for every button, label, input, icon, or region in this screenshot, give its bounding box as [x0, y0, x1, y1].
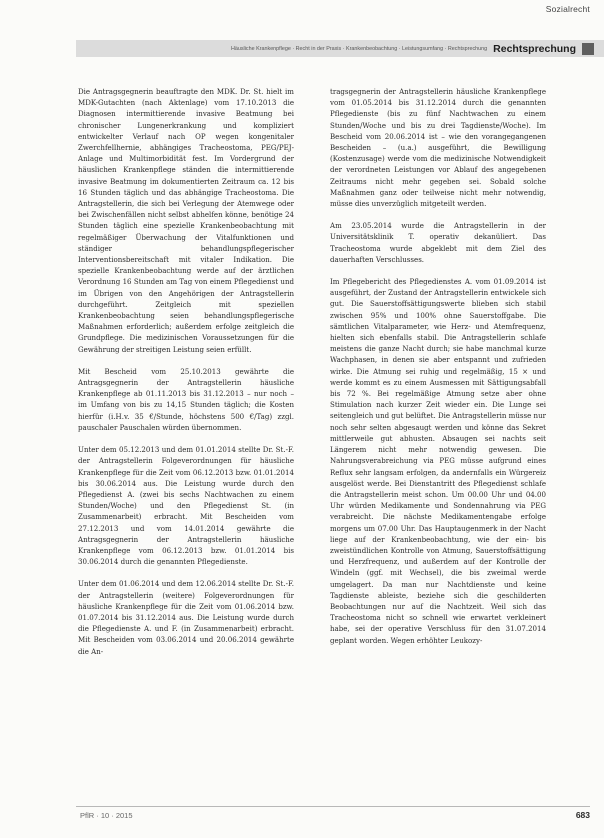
page-number: 683	[575, 810, 590, 820]
left-column	[78, 86, 294, 668]
right-column	[330, 86, 546, 657]
header-title: Rechtsprechung	[493, 42, 576, 55]
paragraph: Mit Bescheid vom 25.10.2013 gewährte die Antragsgegnerin der Antragstellerin häusliche Krankenpflege ab 01.11.2013 bis 31.12.2013 – nur noch – im Umfang von bis zu 14,15 Stunden täglich; die Kosten hierfür (i.H.v. 35 €/Stunde, höchstens 500 €/Tag) zzgl. pauschaler Pauschalen würden übernommen.	[78, 366, 294, 432]
paragraph: Die Antragsgegnerin beauftragte den MDK. Dr. St. hielt im MDK-Gutachten (nach Aktenlage) vom 17.10.2013 die Diagnosen intermittierende invasive Beatmung bei chronischer Lungenerkrankung und kompliziert entwickelter Verlauf nach OP wegen kongenitaler Zwerchfellhernie, abhängiges Tracheostoma, PEG/PEJ-Anlage und Multimorbidität fest. Im Vordergrund der häuslichen Krankenpflege ständen die intermittierende invasive Beatmung im dokumentierten Zeitraum ca. 12 bis 16 Stunden täglich und das abhängige Tracheostoma. Die Antragstellerin, die sich bei Verlegung der Atemwege oder bei Zwischenfällen nicht selbst abhelfen könne, benötige 24 Stunden täglich eine spezielle Krankenbeobachtung mit regelmäßiger Überwachung der Vitalfunktionen und ständiger behandlungspflegerischer Interventionsbereitschaft mit vitaler Indikation. Die spezielle Krankenbeobachtung werde auf der ärztlichen Verordnung 16 Stunden am Tag von einem Pflegedienst und im Übrigen von den Angehörigen der Antragstellerin durchgeführt. Zeitgleich mit speziellen Krankenbeobachtung seien behandlungspflegerische Maßnahmen erforderlich; außerdem erfolge zeitgleich die Grundpflege. Die medizinischen Voraussetzungen für die Gewährung der streitigen Leistung seien erfüllt.	[78, 87, 294, 354]
header-square-icon	[582, 43, 594, 55]
paragraph: Unter dem 05.12.2013 und dem 01.01.2014 stellte Dr. St.-F. der Antragstellerin Folgeverordnungen für häusliche Krankenpflege für die Zeit vom 06.12.2013 bzw. 01.01.2014 bis 30.06.2014 aus. Die Leistung wurde durch den Pflegedienst A. (zwei bis sechs Nachtwachen zu einem Stunden/Woche) und den Pflegedienst St. (in Zusammenarbeit) erbracht. Mit Bescheiden vom 27.12.2013 und vom 14.01.2014 gewährte die Antragsgegnerin der Antragstellerin häusliche Krankenpflege vom 06.12.2013 bzw. 01.01.2014 bis 30.06.2014 durch die genannten Pflegedienste.	[78, 445, 294, 567]
section-label: Sozialrecht	[545, 4, 590, 14]
header-bar	[76, 40, 604, 57]
paragraph: tragsgegnerin der Antragstellerin häusliche Krankenpflege vom 01.05.2014 bis 31.12.2014 durch die genannten Pflegedienste (bis zu fünf Nachtwachen zu einem Stunden/Woche und bis zu drei Tagdienste/Woche). Im Bescheid vom 20.06.2014 ist – wie den vorangegangenen Bescheiden – (u.a.) ausgeführt, die Bewilligung (Kostenzusage) werde vom die medizinische Notwendigkeit der verordneten Leistungen vor Ablauf des angegebenen Zeitraums nicht mehr gegeben sei. Sobald solche Maßnahmen ganz oder teilweise nicht mehr notwendig, müsse dies unverzüglich mitgeteilt werden.	[330, 87, 546, 209]
paragraph: Im Pflegebericht des Pflegedienstes A. vom 01.09.2014 ist ausgeführt, der Zustand der Antragstellerin entwickele sich gut. Die Sauerstoffsättigungswerte blieben sich stabil zwischen 95% und 100% ohne Sauerstoffgabe. Die sämtlichen Vitalparameter, wie Herz- und Atemfrequenz, hielten sich ebenfalls stabil. Die Antragstellerin schlafe meistens die ganze Nacht durch; sie habe manchmal kurze Wachphasen, in denen sie aber entspannt und zufrieden wirke. Die Atmung sei ruhig und regelmäßig, 15 × und werde kommt es zu einem Ausmessen mit Sättigungsabfall bis 72 %. Bei regelmäßige Atmung setze aber ohne Stimulation nach kurzer Zeit wieder ein. Die Lunge sei seitengleich und gut belüftet. Die Antragstellerin müsse nur noch sehr selten abgesaugt werden und könne das Sekret mittlerweile gut abhusten. Absaugen sei nachts seit Längerem nicht mehr notwendig gewesen. Die Nahrungsverabreichung via PEG müsse aufgrund eines Reflux sehr langsam erfolgen, da andernfalls ein Würgereiz ausgelöst werde. Bei Dienstantritt des Pflegedienst schlafe die Antragstellerin meist schon. Um 00.00 Uhr und 04.00 Uhr würden Medikamente und Sondennahrung via PEG verabreicht. Die nächste Medikamentengabe erfolge morgens um 07.00 Uhr. Das Hauptaugenmerk in der Nacht liege auf der Krankenbeobachtung, wie der ein- bis zweistündlichen Kontrolle von Atmung, Sauerstoffsättigung und Herzfrequenz, und außerdem auf der Kontrolle der Windeln (ggf. mit Wechsel), die bis zweimal werde umgelagert. Da man nur Nachtdienste und keine Tagdienste ableiste, beziehe sich die geschilderten Beobachtungen nur auf die Nachtzeit. Weil sich das Tracheostoma nicht so schnell wie erwartet verkleinert habe, sei der operative Verschluss für den 31.07.2014 geplant worden. Wegen erhöhter Leukozy-	[330, 277, 546, 645]
header-meta: Häusliche Krankenpflege · Recht in der Praxis · Krankenbeobachtung · Leistungsumfang · Rechtsprechung	[230, 45, 488, 52]
footer-divider	[76, 806, 590, 807]
journal-citation: PflR · 10 · 2015	[80, 811, 133, 820]
paragraph: Unter dem 01.06.2014 und dem 12.06.2014 stellte Dr. St.-F. der Antragstellerin (weitere) Folgeverordnungen für häusliche Krankenpflege für die Zeit vom 01.06.2014 bzw. 01.07.2014 bis 31.12.2014 aus. Die Leistung wurde durch die Pflegedienste A. und F. (in Zusammenarbeit) erbracht. Mit Bescheiden vom 03.06.2014 und 20.06.2014 gewährte die An-	[78, 579, 294, 656]
paragraph: Am 23.05.2014 wurde die Antragstellerin in der Universitätsklinik T. operativ dekanüliert. Das Tracheostoma wurde abgeklebt mit dem Ziel des dauerhaften Verschlusses.	[330, 221, 546, 264]
